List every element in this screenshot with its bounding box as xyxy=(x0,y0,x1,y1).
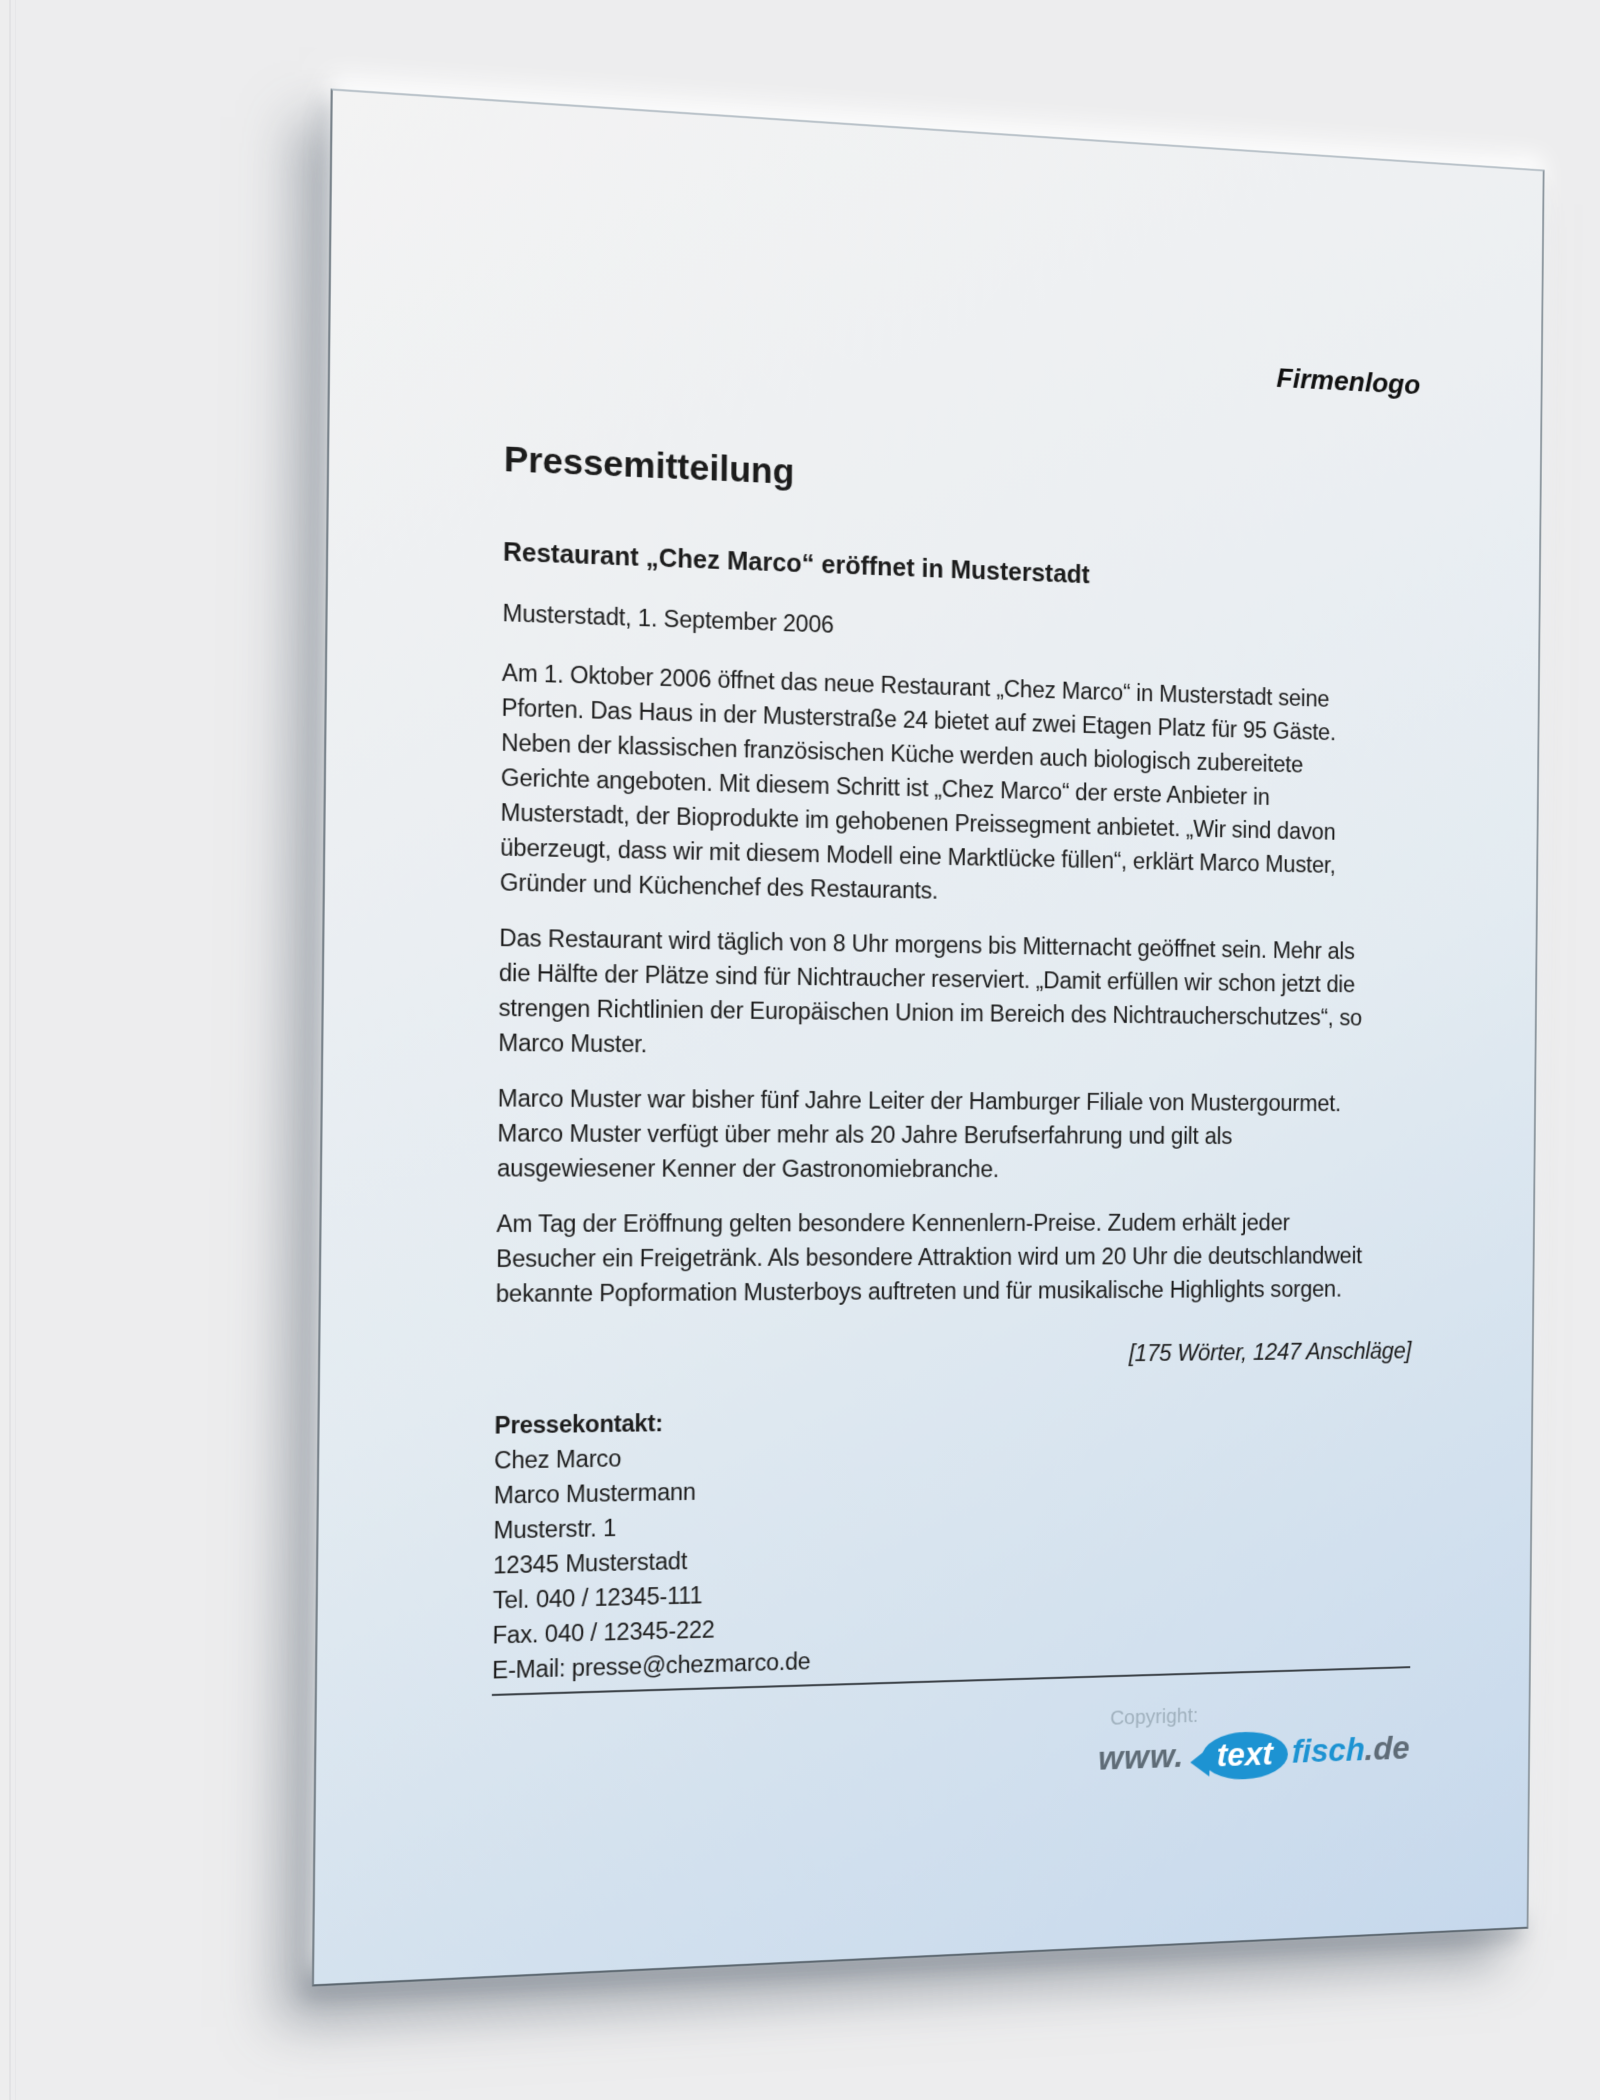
fish-icon xyxy=(1190,1731,1289,1782)
copyright-label: Copyright: xyxy=(1110,1705,1199,1730)
logo-www-text: www. xyxy=(1097,1737,1185,1777)
press-release-page xyxy=(312,88,1545,1986)
footer-credit xyxy=(1098,1697,1410,1782)
dateline: Musterstadt, 1. September 2006 xyxy=(502,599,834,638)
fish-body-text: text xyxy=(1201,1731,1288,1781)
logo-tld-text: .de xyxy=(1364,1729,1410,1767)
word-count-note: [175 Wörter, 1247 Anschläge] xyxy=(1128,1337,1412,1367)
body-paragraph-4: Am Tag der Eröffnung gelten besondere Kennenlern-Preise. Zudem erhält jeder Besucher ein Freigetränk. Als besondere Attraktion wird um 20 Uhr die deutschlandweit bekannte Popformation Musterboys auftreten und für musikalische Highlights sorgen. xyxy=(495,1209,1363,1308)
logo-fisch-text: fisch xyxy=(1291,1730,1365,1770)
scan-edge-artifact-thin xyxy=(15,0,16,2100)
press-contact-label: Pressekontakt: xyxy=(494,1409,663,1439)
press-release-headline: Restaurant „Chez Marco“ eröffnet in Musterstadt xyxy=(502,537,1090,590)
body-paragraph-1: Am 1. Oktober 2006 öffnet das neue Restaurant „Chez Marco“ in Musterstadt seine Pforten. Das Haus in der Musterstraße 24 bietet auf zwei Etagen Platz für 95 Gäste. Neben der klassischen französischen Küche werden auch biologisch zubereitete Gerichte angeboten. Mit diesem Schritt ist „Chez Marco“ der erste Anbieter in Musterstadt, der Bioprodukte im gehobenen Preissegment anbietet. „Wir sind davon überzeugt, dass wir mit diesem Modell eine Marktlücke füllen“, erklärt Marco Muster, Gründer und Küchenchef des Restaurants. xyxy=(499,659,1337,904)
body-paragraph-3: Marco Muster war bisher fünf Jahre Leiter der Hamburger Filiale von Mustergourmet. Marco Muster verfügt über mehr als 20 Jahre Berufserfahrung und gilt als ausgewiesener Kenner der Gastronomiebranche. xyxy=(496,1084,1342,1183)
body-paragraph-2: Das Restaurant wird täglich von 8 Uhr morgens bis Mitternacht geöffnet sein. Mehr als die Hälfte der Plätze sind für Nichtraucher reserviert. „Damit erfüllen wir schon jetzt die strengen Richtlinien der Europäischen Union im Bereich des Nichtraucherschutzes“, so Marco Muster. xyxy=(498,924,1363,1058)
press-contact-block xyxy=(492,1396,1411,1688)
fish-tail-icon xyxy=(1190,1747,1209,1777)
scan-edge-artifact xyxy=(9,0,11,2100)
company-logo-placeholder: Firmenlogo xyxy=(1276,362,1421,401)
press-contact-details: Chez Marco Marco Mustermann Musterstr. 1 12345 Musterstadt Tel. 040 / 12345-111 Fax. 040 / 12345-222 E-Mail: presse@chezmarco.de xyxy=(491,1445,811,1684)
document-type-title: Pressemitteilung xyxy=(503,439,795,493)
